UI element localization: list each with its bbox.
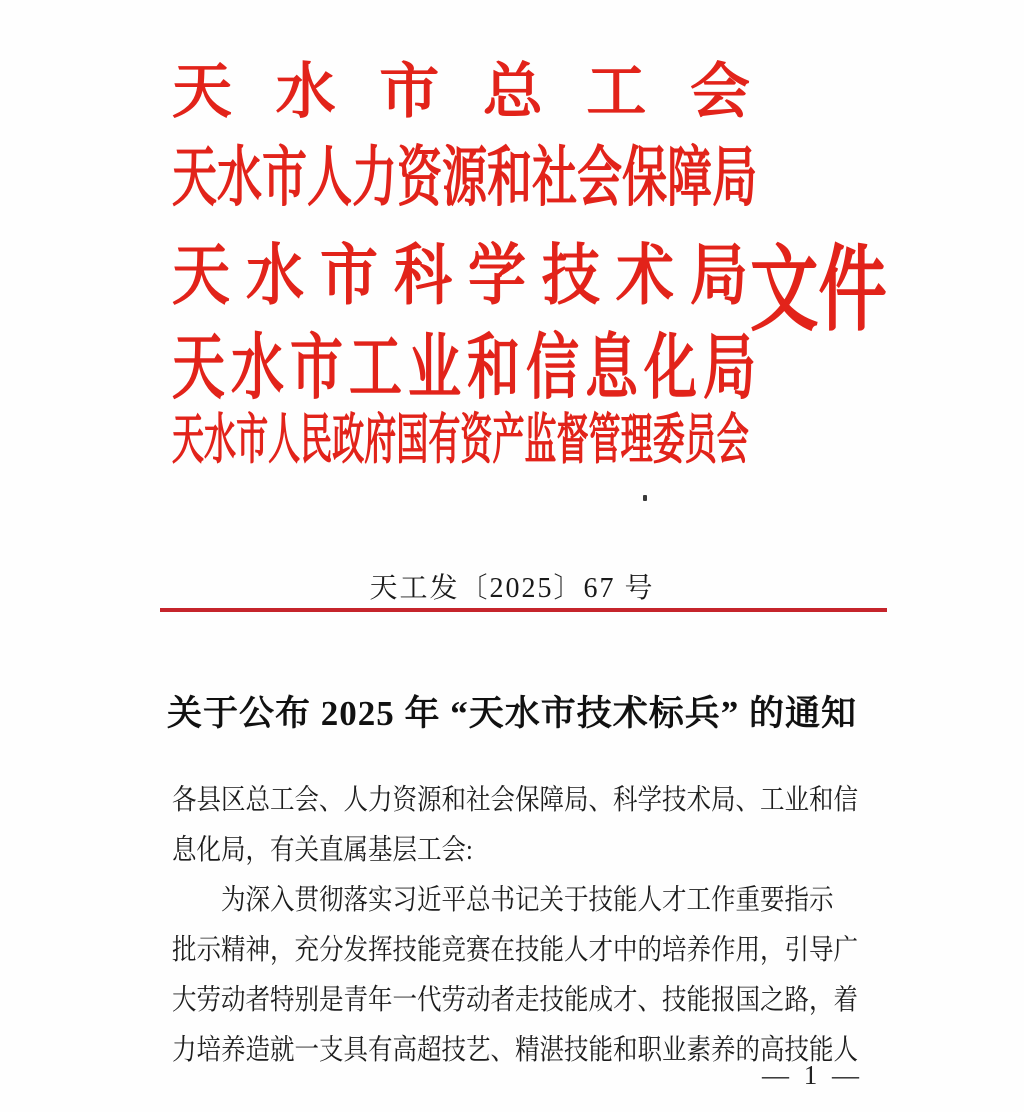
salutation-line-1: 各县区总工会、人力资源和社会保障局、科学技术局、工业和信 xyxy=(172,784,858,816)
letterhead-doc-type-label: 文件 xyxy=(750,238,887,343)
letterhead-org-line-4: 天 水 市 工 业 和 信 息 化 局 xyxy=(172,329,756,409)
scan-artifact-speck xyxy=(643,495,647,501)
page-number: — 1 — xyxy=(762,1060,863,1090)
body-paragraph-line-4: 力培养造就一支具有高超技艺、精湛技能和职业素养的高技能人 xyxy=(172,1034,858,1066)
document-reference-number: 天工发〔2025〕67 号 xyxy=(369,573,655,604)
salutation-line-2: 息化局，有关直属基层工会: xyxy=(172,834,473,866)
body-paragraph-line-3: 大劳动者特别是青年一代劳动者走技能成才、技能报国之路，着 xyxy=(172,984,858,1016)
letterhead-org-line-2: 天 水 市 人 力 资 源 和 社 会 保 障 局 xyxy=(172,141,758,214)
document-title: 关于公布 2025 年 “天水市技术标兵” 的通知 xyxy=(166,694,857,733)
letterhead-org-line-5: 天 水 市 人 民 政 府 国 有 资 产 监 督 管 理 委 员 会 xyxy=(172,408,749,471)
body-paragraph-line-2: 批示精神，充分发挥技能竞赛在技能人才中的培养作用，引导广 xyxy=(172,934,858,966)
letterhead-org-line-3: 天 水 市 科 学 技 术 局 xyxy=(172,238,748,313)
letterhead-org-line-1: 天 水 市 总 工 会 xyxy=(172,59,750,125)
body-paragraph-line-1: 为深入贯彻落实习近平总书记关于技能人才工作重要指示 xyxy=(221,884,834,916)
red-divider-rule xyxy=(160,608,887,612)
